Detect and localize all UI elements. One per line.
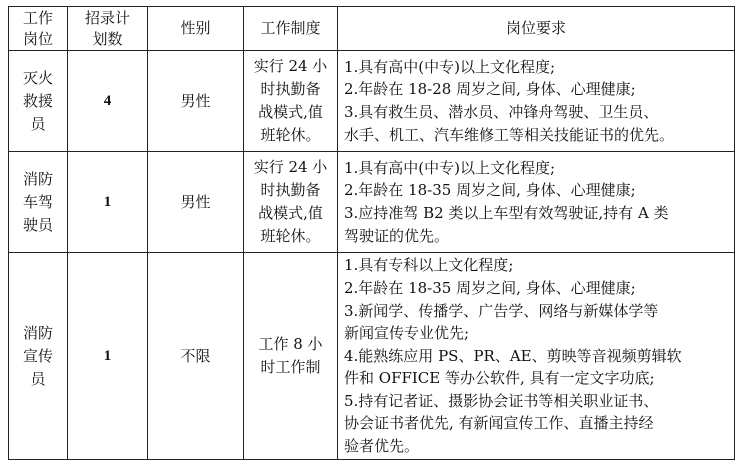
table-row [9, 152, 735, 253]
header-row [9, 7, 735, 51]
table-row [9, 51, 735, 152]
header-position: 工作 岗位 [9, 7, 68, 51]
schedule-cell: 实行 24 小 时执勤备 战模式,值 班轮休。 [244, 51, 338, 152]
header-gender: 性别 [148, 7, 244, 51]
schedule-cell: 工作 8 小 时工作制 [244, 253, 338, 460]
gender-cell: 不限 [148, 253, 244, 460]
count-cell: 1 [68, 253, 148, 460]
job-requirements-table [8, 6, 735, 460]
schedule-cell: 实行 24 小 时执勤备 战模式,值 班轮休。 [244, 152, 338, 253]
job-requirements-table-container [8, 6, 735, 460]
header-requirements: 岗位要求 [338, 7, 735, 51]
requirements-cell: 1.具有专科以上文化程度; 2.年龄在 18-35 周岁之间, 身体、心理健康; 3.新闻学、传播学、广告学、网络与新媒体学等 新闻宣传专业优先; 4.能熟练应用 PS、PR、AE、剪映等音视频剪辑软 件和 OFFICE 等办公软件, 具有一定文字功底; 5.持有记者证、摄影协会证书等相关职业证书、 协会证书者优先, 有新闻宣传工作、直播主持经 验者优先。 [338, 253, 735, 460]
count-cell: 1 [68, 152, 148, 253]
gender-cell: 男性 [148, 51, 244, 152]
header-schedule: 工作制度 [244, 7, 338, 51]
requirements-cell: 1.具有高中(中专)以上文化程度; 2.年龄在 18-28 周岁之间, 身体、心理健康; 3.具有救生员、潜水员、冲锋舟驾驶、卫生员、 水手、机工、汽车维修工等相关技能证书的优先。 [338, 51, 735, 152]
position-cell: 灭火 救援 员 [9, 51, 68, 152]
header-count: 招录计 划数 [68, 7, 148, 51]
table-row [9, 253, 735, 460]
position-cell: 消防 宣传 员 [9, 253, 68, 460]
gender-cell: 男性 [148, 152, 244, 253]
count-cell: 4 [68, 51, 148, 152]
position-cell: 消防 车驾 驶员 [9, 152, 68, 253]
requirements-cell: 1.具有高中(中专)以上文化程度; 2.年龄在 18-35 周岁之间, 身体、心理健康; 3.应持准驾 B2 类以上车型有效驾驶证,持有 A 类 驾驶证的优先。 [338, 152, 735, 253]
